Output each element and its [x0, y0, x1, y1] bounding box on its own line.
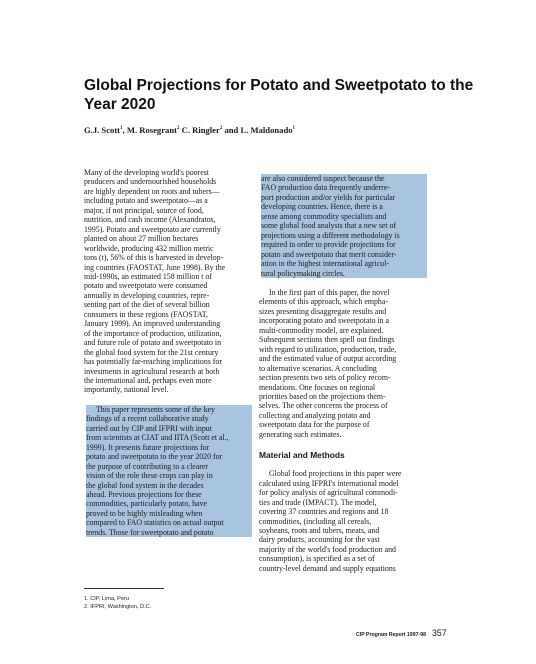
text-line: producers and undernourished households: [84, 177, 217, 187]
text-line: carried out by CIP and IFPRI with input: [86, 424, 252, 433]
text-line: ahead. Previous projections for these: [86, 490, 252, 499]
text-line: Many of the developing world's poorest: [84, 168, 209, 177]
footnote: 1. CIP, Lima, Peru: [84, 596, 129, 602]
text-line: developing countries. Hence, there is a: [261, 202, 427, 211]
text-line: Global food projections in this paper were: [269, 469, 402, 479]
paper-title: [84, 76, 474, 114]
text-line: 1999). It presents future projections for: [86, 443, 252, 452]
text-line: are highly dependent on roots and tubers—: [84, 186, 220, 196]
text-line: potato and sweetpotato were consumed: [84, 281, 208, 291]
text-line: covering 37 countries and regions and 18: [259, 507, 389, 517]
footnote: 2. IFPRI, Washington, D.C.: [84, 604, 152, 610]
text-line: the global food system in the decades: [86, 481, 252, 490]
text-line: January 1999). An improved understanding: [84, 319, 221, 329]
text-line: sense among commodity specialists and: [261, 212, 427, 221]
page-number: 357: [431, 628, 447, 638]
right-column: [259, 174, 427, 573]
footnotes: [84, 595, 151, 611]
text-line: including potato and sweetpotato—as a: [84, 196, 208, 206]
text-line: commodities, particularly potato, have: [86, 499, 252, 508]
text-line: proved to be highly misleading when: [86, 509, 252, 518]
text-line: sweetpotato data for the purpose of: [259, 420, 370, 430]
running-head: CIP Program Report 1997-98: [356, 632, 426, 638]
text-line: projections using a different methodology is: [261, 231, 427, 240]
text-line: trends. Those for sweetpotato and potato: [86, 528, 252, 537]
text-line: section presents two sets of policy recom-: [259, 373, 391, 383]
title-line: Global Projections for Potato and Sweetpotato to the: [84, 77, 474, 94]
text-line: to alternative scenarios. A concluding: [259, 363, 377, 373]
highlighted-paragraph: [84, 405, 252, 537]
text-line: priorities based on the projections them-: [259, 391, 386, 401]
text-line: worldwide, producing 432 million metric: [84, 243, 214, 253]
left-column: [84, 168, 252, 537]
text-line: required in order to provide projections for: [261, 240, 427, 249]
text-line: findings of a recent collaborative study: [86, 414, 252, 423]
text-line: generating such estimates.: [259, 429, 342, 439]
text-line: tural policymaking circles.: [261, 269, 427, 278]
text-line: mendations. One focuses on regional: [259, 382, 376, 392]
text-line: potato and sweetpotato that merit consider-: [261, 250, 427, 259]
text-line: investments in agricultural research at both: [84, 366, 220, 376]
body-paragraph: [259, 469, 427, 573]
text-line: 1995). Potato and sweetpotato are currently: [84, 224, 221, 234]
author: G.J. Scott$^1$,: [84, 125, 127, 135]
text-line: FAO production data frequently underre-: [261, 183, 427, 192]
text-line: and the estimated value of output according: [259, 354, 397, 364]
section-heading: Material and Methods: [259, 450, 345, 461]
text-line: vision of the role these crops can play in: [86, 471, 252, 480]
text-line: annually in developing countries, repre-: [84, 290, 210, 300]
page-footer: [356, 623, 447, 641]
text-line: majority of the world's food production and: [259, 544, 396, 554]
text-line: consumers in these regions (FAOSTAT,: [84, 309, 208, 319]
text-line: consumption), is specified as a set of: [259, 554, 375, 564]
text-line: selves. The other concerns the process of: [259, 401, 388, 411]
text-line: ation in the highest international agricul-: [261, 259, 427, 268]
text-line: compared to FAO statistics on actual output: [86, 518, 252, 527]
text-line: soybeans, roots and tubers, meats, and: [259, 525, 380, 535]
text-line: the purpose of contributing to a clearer: [86, 462, 252, 471]
text-line: planted on about 27 million hectares: [84, 234, 199, 244]
text-line: are also considered suspect because the: [261, 174, 427, 183]
text-line: some global food analysts that a new set of: [261, 221, 427, 230]
text-line: This paper represents some of the key: [86, 405, 252, 414]
text-line: for policy analysis of agricultural commodi-: [259, 488, 398, 498]
text-line: mid-1990s, an estimated 158 million t of: [84, 271, 212, 281]
author: C. Ringler$^2$ and: [181, 125, 241, 135]
body-paragraph: [259, 288, 427, 439]
text-line: ties and trade (IMPACT). The model,: [259, 497, 377, 507]
text-line: elements of this approach, which empha-: [259, 297, 388, 307]
text-line: of the importance of production, utilization,: [84, 328, 222, 338]
text-line: major, if not principal, source of food,: [84, 205, 204, 215]
text-line: commodities, (including all cereals,: [259, 516, 372, 526]
text-line: sizes presenting disaggregate results and: [259, 306, 387, 316]
text-line: dairy products, accounting for the vast: [259, 535, 380, 545]
text-line: country-level demand and supply equations: [259, 563, 396, 573]
text-line: nutrition, and cash income (Alexandratos,: [84, 215, 216, 225]
text-line: collecting and analyzing potato and: [259, 410, 371, 420]
text-line: from scientists at CIAT and IITA (Scott et al.,: [86, 433, 252, 442]
text-line: with regard to utilization, production, trade,: [259, 344, 397, 354]
text-line: tons (t), 56% of this is harvested in develop-: [84, 253, 224, 263]
body-paragraph: [84, 168, 252, 395]
text-line: importantly, national level.: [84, 385, 169, 395]
highlighted-paragraph: [259, 174, 427, 278]
text-line: multi-commodity model, are explained.: [259, 325, 384, 335]
author: L. Maldonado$^1$: [240, 125, 296, 135]
footnote-rule: [84, 588, 164, 589]
text-line: the international and, perhaps even more: [84, 375, 212, 385]
text-line: and future role of potato and sweetpotato in: [84, 338, 222, 348]
text-line: In the first part of this paper, the novel: [269, 287, 390, 297]
text-line: the global food system for the 21st century: [84, 347, 219, 357]
title-line: Year 2020: [84, 96, 156, 113]
text-line: has potentially far-reaching implications for: [84, 357, 222, 367]
text-line: calculated using IFPRI's international model: [259, 478, 399, 488]
text-line: senting part of the diet of several billion: [84, 300, 210, 310]
text-line: ing countries (FAOSTAT, June 1998). By the: [84, 262, 226, 272]
text-line: incorporating potato and sweetpotato in a: [259, 316, 390, 326]
author: M. Rosegrant$^2$: [126, 125, 180, 135]
text-line: potato and sweetpotato to the year 2020 for: [86, 452, 252, 461]
author-list: [84, 125, 464, 135]
text-line: Subsequent sections then spell out findings: [259, 335, 395, 345]
text-line: port production and/or yields for particular: [261, 193, 427, 202]
